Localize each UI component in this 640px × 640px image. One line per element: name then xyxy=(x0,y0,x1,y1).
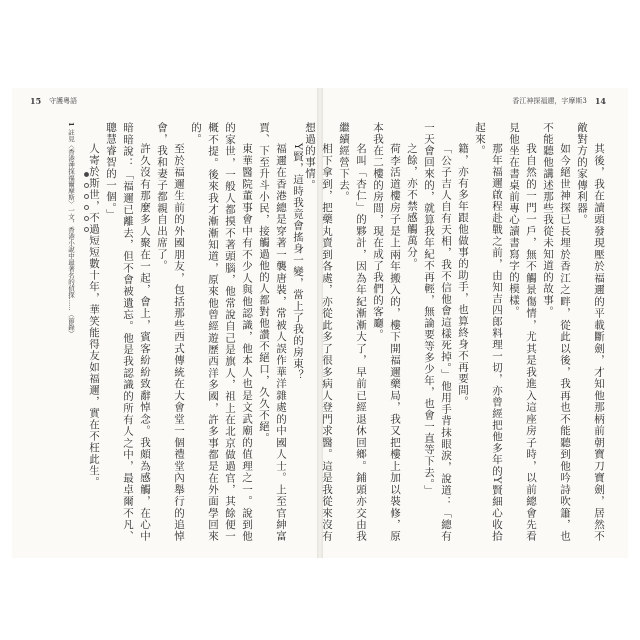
paragraph: 至於福邇生前的外國朋友，包括那些西式傳統在大會堂一個禮堂內舉行的追悼會，我和妻子都親自出席了。 xyxy=(156,122,185,542)
paragraph: 荷李活道樓房子是上兩年搬入的，樓下開福邇藥局，我又把樓上加以裝修，原本我在二樓的房間，現在成了我們的客廳。 xyxy=(372,122,401,542)
left-page-number: 15 xyxy=(30,96,42,106)
paragraph: 其後，我在讀頭發現壓於福邇的平載斷劍，才知他那柄前朝寶刀寶劍，居然不敵對方的家傳利器。 xyxy=(576,122,605,542)
paragraph: 人寄於斯世，不過短短數十年，華笑能得友如福邇，實在不枉此生。 xyxy=(88,143,100,488)
right-running-head: 香江神探福邇，字摩斯3 xyxy=(512,97,587,105)
paragraph: 籍，亦有多年跟他做事的助手，也算終身不再要問。 xyxy=(457,143,469,408)
footnote-text: 註見〈香港神探福爾摩斯〉一文，香港小說中最著名的偵探……（節錄） xyxy=(67,128,75,337)
paragraph: 相下拿到，把藥丸賣到各處，亦從此多了很多病人登門求醫。這是我從來沒有想過的事情。 xyxy=(304,122,333,542)
right-page-number: 14 xyxy=(594,96,606,106)
paragraph: 如今絕世神探已長埋於香江之畔，從此以後，我再也不能聽到他吟詩吹簫，也不能聽他講述那些我從未知道的故事。 xyxy=(542,122,571,542)
right-body-text xyxy=(304,122,607,542)
right-page xyxy=(304,88,628,558)
paragraph: 東華醫院董事會中有不少人與他認識，他本人也是文武廟的值理之一。說到他的家世，一般人都摸不著頭腦，他常說自己是旗人，祖上在北京做過官，其餘便一概不提。後來我才漸漸知道，原來他曾經遊歷西洋多國，許多事都是在外面學回來的。 xyxy=(190,122,253,542)
footnote-number: 1 xyxy=(67,122,75,127)
paragraph: 「公子吉人自有天相，我不信他會這樣死掉。」他用手背抹眼淚，說道：「總有一天會回來的，就算我年紀不再輕，無論要等多少年，也會一直等下去。」 xyxy=(423,122,452,542)
left-running-head: 守護粵語 xyxy=(49,97,78,105)
left-page xyxy=(12,88,317,558)
paragraph: 許久沒有那麼多人聚在一起，會上，賓客紛紛致辭悼念。我頗為感觸，在心中暗暗說：「福邇已離去，但不會被遺忘。他是我認識的所有人之中，最卓爾不凡、聰慧睿智的一個。」 xyxy=(105,122,151,542)
left-body-text xyxy=(88,122,306,542)
paragraph: 我自然的一門一戶，無不觸景傷情，尤其是我進入這座房子時，以前總會先看見他坐在書桌前專心讀書寫字的模樣。 xyxy=(508,122,537,542)
paragraph: 福邇在香港總是穿著一襲唐裝，常被人誤作華洋雜處的中國人士。上至官紳富賈、下至升斗小民，接觸過他的人都對他讚不絕口，久久不絕。 xyxy=(258,122,287,542)
left-page-header xyxy=(30,96,77,106)
footnote xyxy=(32,122,76,522)
paragraph: 名叫「杏仁」的夥計，因為年紀漸漸大了，早前已經退休回鄉。鋪頭亦交由我繼續經營下去。 xyxy=(338,122,367,542)
paragraph: 那年福邇啟程赴戰之前，由知吉四郎料理一切，亦曾經把他多年的Y賢細心收拾起來。 xyxy=(474,122,503,542)
right-page-header xyxy=(512,96,606,106)
paragraph: 之餘，亦不禁感觸萬分。 xyxy=(406,143,418,270)
paragraph: Y賢，這時我竟會搖身一變，當上了我的房東？ xyxy=(292,143,304,381)
